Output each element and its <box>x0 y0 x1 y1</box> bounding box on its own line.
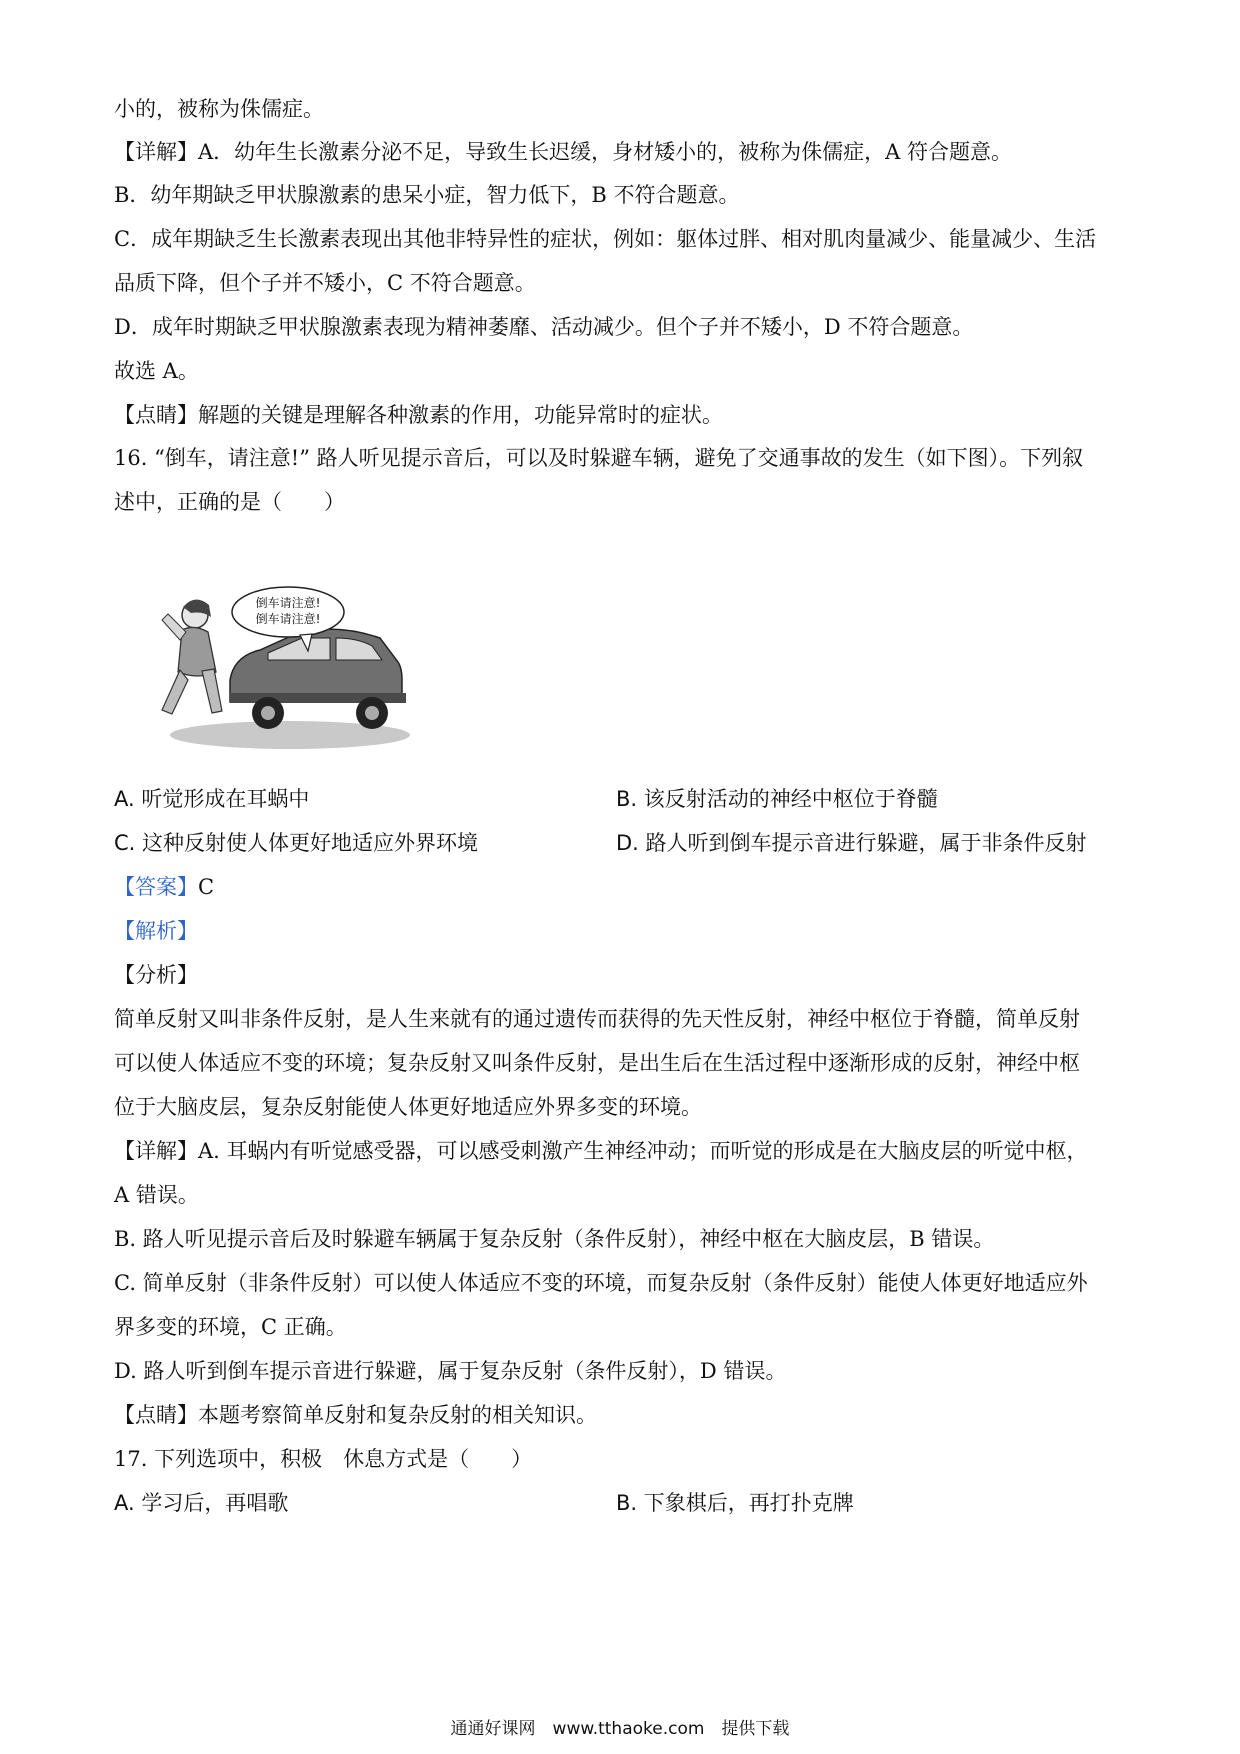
text-line: 界多变的环境，C 正确。 <box>114 1315 347 1339</box>
question-17-stem: 17. 下列选项中，积极 休息方式是（ ） <box>114 1447 533 1471</box>
text-line: 【详解】A．幼年生长激素分泌不足，导致生长迟缓，身材矮小的，被称为侏儒症，A 符合题意。 <box>114 140 1013 164</box>
text-line: 位于大脑皮层，复杂反射能使人体更好地适应外界多变的环境。 <box>114 1095 702 1119</box>
answer-label: 【答案】 <box>114 875 198 899</box>
bubble-text-2: 倒车请注意! <box>255 612 321 626</box>
text-line: 品质下降，但个子并不矮小，C 不符合题意。 <box>114 271 536 295</box>
q17-option-a: A. 学习后，再唱歌 <box>114 1491 289 1515</box>
option-d: D. 路人听到倒车提示音进行躲避，属于非条件反射 <box>616 831 1087 855</box>
text-line: 小的，被称为侏儒症。 <box>114 97 324 121</box>
text-line: C．成年期缺乏生长激素表现出其他非特异性的症状，例如：躯体过胖、相对肌肉量减少、能量减少、生活 <box>114 227 1097 251</box>
text-line: D. 路人听到倒车提示音进行躲避，属于复杂反射（条件反射），D 错误。 <box>114 1359 787 1383</box>
text-line: B．幼年期缺乏甲状腺激素的患呆小症，智力低下，B 不符合题意。 <box>114 183 740 207</box>
text-line: 简单反射又叫非条件反射，是人生来就有的通过遗传而获得的先天性反射，神经中枢位于脊髓，简单反射 <box>114 1007 1080 1031</box>
text-line: A 错误。 <box>114 1183 199 1207</box>
text-line: 【详解】A. 耳蜗内有听觉感受器，可以感受刺激产生神经冲动；而听觉的形成是在大脑皮层的听觉中枢， <box>114 1139 1088 1163</box>
answer-value: C <box>198 875 215 899</box>
reversing-car-drawing <box>150 585 410 755</box>
text-line: 【分析】 <box>114 963 198 987</box>
text-line: C. 简单反射（非条件反射）可以使人体适应不变的环境，而复杂反射（条件反射）能使人体更好地适应外 <box>114 1271 1088 1295</box>
option-c: C. 这种反射使人体更好地适应外界环境 <box>114 831 479 855</box>
option-b: B. 该反射活动的神经中枢位于脊髓 <box>616 787 938 811</box>
page-footer: 通通好课网 www.tthaoke.com 提供下载 <box>450 1719 790 1739</box>
text-line: 可以使人体适应不变的环境；复杂反射又叫条件反射，是出生后在生活过程中逐渐形成的反射，神经中枢 <box>114 1051 1080 1075</box>
answer-line <box>114 872 1134 902</box>
question-16-stem: 16. “倒车，请注意!” 路人听见提示音后，可以及时躲避车辆，避免了交通事故的发生（如下图）。下列叙 <box>114 446 1084 470</box>
analysis-label: 【解析】 <box>114 919 198 943</box>
bubble-text-1: 倒车请注意! <box>255 596 321 610</box>
text-line: 【点睛】本题考察简单反射和复杂反射的相关知识。 <box>114 1403 597 1427</box>
text-line: 故选 A。 <box>114 359 199 383</box>
reversing-car-illustration <box>150 585 410 755</box>
option-a: A. 听觉形成在耳蜗中 <box>114 787 310 811</box>
text-line: D．成年时期缺乏甲状腺激素表现为精神萎靡、活动减少。但个子并不矮小，D 不符合题意。 <box>114 315 974 339</box>
text-line: B. 路人听见提示音后及时躲避车辆属于复杂反射（条件反射），神经中枢在大脑皮层，B 错误。 <box>114 1227 995 1251</box>
text-line: 【点睛】解题的关键是理解各种激素的作用，功能异常时的症状。 <box>114 403 723 427</box>
q17-option-b: B. 下象棋后，再打扑克牌 <box>616 1491 854 1515</box>
question-16-stem-cont: 述中，正确的是（ ） <box>114 490 345 514</box>
